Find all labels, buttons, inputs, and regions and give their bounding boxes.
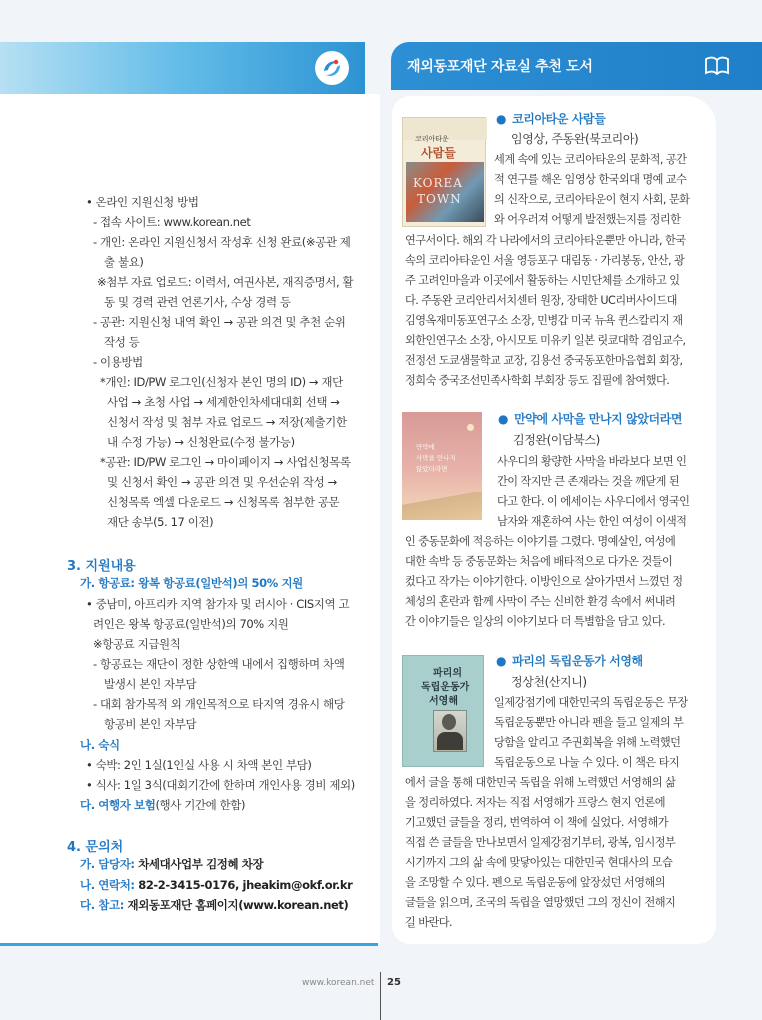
page-number: 25	[387, 977, 401, 988]
cover-title-text: 않았더라면	[416, 465, 448, 473]
reference-key: 다. 참고:	[80, 898, 124, 912]
text-line: 작성 등	[104, 335, 140, 349]
text-line: 외한인연구소 소장, 아시모토 미유키 일본 릿쿄대학 겸임교수,	[405, 334, 686, 347]
text-line: • 중남미, 아프리카 지역 참가자 및 러시아 · CIS지역 고	[86, 597, 350, 611]
text-line: 김영옥재미동포연구소 소장, 민병갑 미국 뉴욕 퀸스칼리지 재	[405, 314, 683, 327]
text-line: ※첨부 자료 업로드: 이력서, 여권사본, 재직증명서, 활	[97, 275, 354, 289]
text-line: 당함을 알리고 주권회복을 위해 노력했던	[494, 736, 681, 749]
text-line: 일제강점기에 대한민국의 독립운동은 무장	[494, 696, 688, 709]
text-line: - 개인: 온라인 지원신청서 작성후 신청 완료(※공관 제	[93, 235, 351, 249]
airfare-subtitle: 가. 항공료: 왕복 항공료(일반석)의 50% 지원	[80, 576, 303, 590]
text-line: 출 불요)	[104, 255, 144, 269]
contact-phone-key: 나. 연락처:	[80, 878, 135, 892]
footer-url: www.korean.net	[302, 978, 375, 988]
text-line: • 식사: 1일 3식(대회기간에 한하며 개인사용 경비 제외)	[86, 778, 355, 792]
text-line: - 대회 참가목적 외 개인목적으로 타지역 경유시 해당	[93, 697, 345, 711]
cover-title-text: 독립운동가	[421, 682, 470, 693]
foundation-logo-icon	[315, 51, 349, 85]
lodging-subtitle: 나. 숙식	[80, 738, 120, 752]
book-cover-image	[402, 117, 486, 227]
text-line: 기고했던 글들을 정리, 번역하여 이 책에 실었다. 서영해가	[405, 816, 668, 829]
text-line: 간 이야기들은 일상의 이야기보다 더 특별함을 담고 있다.	[405, 615, 665, 628]
text-line: • 숙박: 2인 1실(1인실 사용 시 차액 본인 부담)	[86, 758, 312, 772]
text-line: - 항공료는 재단이 정한 상한액 내에서 집행하며 차액	[93, 657, 345, 671]
contact-person-key: 가. 담당자:	[80, 857, 135, 871]
cover-title-text: 서영해	[429, 696, 458, 707]
text-line: 동 및 경력 관련 언론기사, 수상 경력 등	[104, 295, 291, 309]
book-cover-image	[402, 412, 482, 520]
contact-person	[80, 856, 263, 872]
text-line: - 이용방법	[93, 355, 143, 369]
recommended-books-header	[391, 42, 762, 90]
cover-title-text: 사막을 만나지	[416, 454, 456, 462]
cover-title-text: KOREA	[413, 176, 463, 190]
reference	[80, 897, 348, 913]
text-line: 발생시 본인 자부담	[104, 677, 197, 691]
text-line: *공관: ID/PW 로그인 → 마이페이지 → 사업신청목록	[100, 455, 351, 469]
reference-value: 재외동포재단 홈페이지(www.korean.net)	[123, 898, 349, 912]
bottom-divider	[0, 943, 378, 946]
text-line: 사우디의 황량한 사막을 바라보다 보면 인	[497, 455, 687, 468]
text-line: 신청서 작성 및 첨부 자료 업로드 → 저장(제출기한	[107, 415, 347, 429]
text-line: 독립운동으로 나눌 수 있다. 이 책은 타지	[494, 756, 680, 769]
text-line: 재단 송부(5. 17 이전)	[107, 515, 214, 529]
text-line: 대한 속박 등 중동문화는 처음에 배타적으로 다가온 것들이	[405, 555, 673, 568]
text-line: 에서 글을 통해 대한민국 독립을 위해 노력했던 서영해의 삶	[405, 776, 676, 789]
text-line: 연구서이다. 해외 각 나라에서의 코리아타운뿐만 아니라, 한국	[405, 234, 686, 247]
text-line: 주 고려인마을과 이곳에서 활동하는 시민단체를 소개하고 있	[405, 274, 680, 287]
text-line: - 공관: 지원신청 내역 확인 → 공관 의견 및 추천 순위	[93, 315, 346, 329]
section-4-title: 4. 문의처	[67, 840, 124, 855]
text-line: 간이 작지만 큰 존재라는 것을 깨닫게 된	[497, 475, 680, 488]
open-book-icon	[704, 56, 730, 76]
book-author: 정상천(산지니)	[511, 675, 587, 689]
text-line: 사업 → 초청 사업 → 세계한인차세대대회 선택 →	[107, 395, 340, 409]
footer-divider	[380, 972, 381, 1020]
text-line: 의 신작으로, 코리아타운이 현지 사회, 문화	[494, 193, 690, 206]
text-line: • 온라인 지원신청 방법	[86, 195, 199, 209]
contact-person-value: 차세대사업부 김정혜 차장	[134, 857, 264, 871]
text-line: 다고 한다. 이 에세이는 사우디에서 영국인	[497, 495, 690, 508]
cover-title-text: 코리아타운	[415, 135, 449, 143]
book-title: ● 파리의 독립운동가 서영해	[496, 652, 643, 669]
text-line: 정희숙 중국조선민족사학회 부회장 등도 집필에 참여했다.	[405, 374, 670, 387]
cover-title-text: 파리의	[433, 668, 462, 679]
contact-phone	[80, 877, 352, 893]
text-line: 전정선 도쿄샘물학교 교장, 김용선 중국동포한마음협회 회장,	[405, 354, 683, 367]
left-header-band	[0, 42, 365, 94]
cover-title-text: 만약에	[416, 443, 435, 451]
recommended-books-title: 재외동포재단 자료실 추천 도서	[407, 59, 593, 75]
text-line: *개인: ID/PW 로그인(신청자 본인 명의 ID) → 재단	[100, 375, 343, 389]
text-line: 길 바란다.	[405, 916, 453, 929]
book-cover-image	[402, 655, 484, 767]
book-author: 김정완(이담북스)	[513, 433, 600, 447]
cover-title-text: 사람들	[421, 146, 456, 160]
section-3-title: 3. 지원내용	[67, 559, 136, 574]
insurance-label: 다. 여행자 보험	[80, 798, 156, 812]
text-line: 와 어우러져 어떻게 발전했는지를 정리한	[494, 213, 681, 226]
text-line: 직접 쓴 글들을 만나보면서 일제강점기부터, 광복, 임시정부	[405, 836, 676, 849]
text-line: 인 중동문화에 적응하는 이야기를 그렸다. 명예살인, 여성에	[405, 535, 676, 548]
text-line: 속의 코리아타운인 서울 영등포구 대림동 · 가리봉동, 안산, 광	[405, 254, 685, 267]
text-line: 체성의 혼란과 함께 사막이 주는 신비한 환경 속에서 써내려	[405, 595, 676, 608]
text-line: ※항공료 지급원칙	[93, 637, 181, 651]
text-line: 을 정리하였다. 저자는 직접 서영해가 프랑스 현지 언론에	[405, 796, 665, 809]
insurance-note: (행사 기간에 한함)	[155, 798, 246, 812]
text-line: 항공비 본인 자부담	[104, 717, 197, 731]
text-line: 글들을 읽으며, 조국의 독립을 열망했던 그의 정신이 전해지	[405, 896, 676, 909]
text-line: 을 조망할 수 있다. 펜으로 독립운동에 앞장섰던 서영해의	[405, 876, 665, 889]
cover-title-text: TOWN	[417, 192, 462, 206]
text-line: 려인은 왕복 항공료(일반석)의 70% 지원	[93, 617, 289, 631]
book-author: 임영상, 주동완(북코리아)	[511, 132, 639, 146]
text-line: 남자와 재혼하여 사는 한인 여성이 이색적	[497, 515, 687, 528]
text-line: 내 수정 가능) → 신청완료(수정 불가능)	[107, 435, 295, 449]
text-line: 세계 속에 있는 코리아타운의 문화적, 공간	[494, 153, 687, 166]
text-line: 적 연구를 해온 임영상 한국외대 명예 교수	[494, 173, 687, 186]
text-line: 다. 주동완 코리안리서치센터 원장, 장태한 UC리버사이드대	[405, 294, 677, 307]
text-line: 컸다고 작가는 이야기한다. 이방인으로 살아가면서 느꼈던 정	[405, 575, 683, 588]
book-title: ● 만약에 사막을 만나지 않았더라면	[498, 410, 682, 427]
text-line: 독립운동뿐만 아니라 펜을 들고 일제의 부	[494, 716, 684, 729]
book-title: ● 코리아타운 사람들	[496, 110, 605, 127]
text-line: - 접속 사이트: www.korean.net	[93, 215, 251, 229]
insurance-subtitle	[80, 797, 245, 813]
text-line: 시기까지 그의 삶 속에 맞닿아있는 대한민국 현대사의 모습	[405, 856, 673, 869]
text-line: 신청목록 엑셀 다운로드 → 신청목록 첨부한 공문	[107, 495, 340, 509]
text-line: 및 신청서 확인 → 공관 의견 및 우선순위 작성 →	[107, 475, 337, 489]
contact-phone-value: 82-2-3415-0176, jheakim@okf.or.kr	[134, 878, 353, 892]
